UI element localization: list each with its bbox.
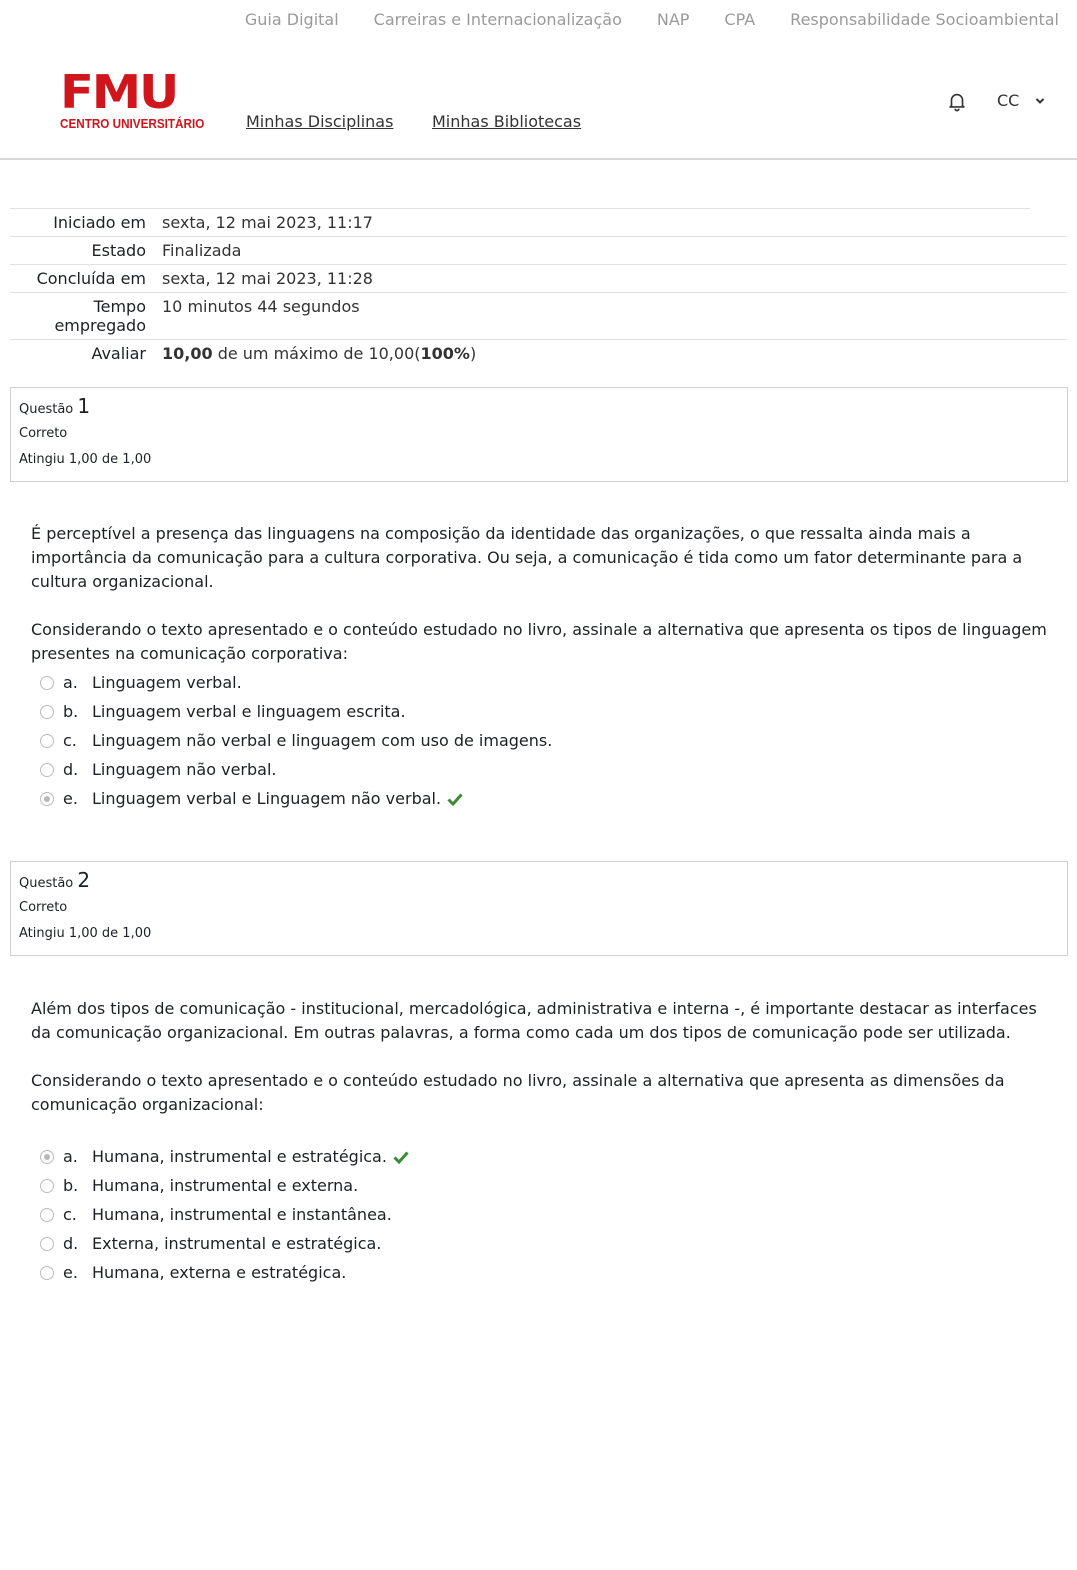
question-paragraph: Além dos tipos de comunicação - institucional, mercadológica, administrativa e interna -, é importante destacar as interfaces da comunicação organizacional. Em outras palavras, a forma como cada um dos tipos de comunicação pode ser utilizada. xyxy=(31,999,1037,1042)
radio-button-selected[interactable] xyxy=(40,1150,54,1164)
correct-check-icon xyxy=(393,1150,409,1164)
question-num: 2 xyxy=(77,868,91,892)
grade-rest: de um máximo de 10,00( xyxy=(212,344,421,363)
link-guia-digital[interactable]: Guia Digital xyxy=(244,10,339,29)
answer-letter: b. xyxy=(63,702,79,721)
answer-text: Linguagem verbal e linguagem escrita. xyxy=(92,702,406,721)
radio-button[interactable] xyxy=(40,705,54,719)
grade-value xyxy=(162,344,476,363)
summary-label: Tempo empregado xyxy=(54,297,146,335)
radio-button[interactable] xyxy=(40,1208,54,1222)
summary-label: Iniciado em xyxy=(53,213,146,232)
question-paragraph: É perceptível a presença das linguagens na composição da identidade das organizações, o que ressalta ainda mais a importância da comunicação para a cultura corporativa. Ou seja, a comunicação é tida como um fator determinante para a cultura organizacional. xyxy=(31,524,1023,591)
answer-text: Humana, instrumental e instantânea. xyxy=(92,1205,392,1224)
question-status: Correto xyxy=(19,900,68,915)
question-number xyxy=(19,868,1059,892)
answer-option[interactable] xyxy=(40,784,552,813)
question-text xyxy=(31,522,1051,690)
answer-letter: a. xyxy=(63,673,78,692)
answer-option[interactable] xyxy=(40,726,552,755)
fmu-logo[interactable] xyxy=(60,65,205,131)
summary-row-time xyxy=(10,292,1067,339)
radio-button[interactable] xyxy=(40,1237,54,1251)
question-label: Questão xyxy=(19,876,74,891)
answer-option[interactable] xyxy=(40,1229,409,1258)
answer-letter: c. xyxy=(63,731,77,750)
logo-sub-text: CENTRO UNIVERSITÁRIO xyxy=(60,116,205,131)
radio-button-selected[interactable] xyxy=(40,792,54,806)
summary-row-started xyxy=(10,208,1030,236)
question-score: Atingiu 1,00 de 1,00 xyxy=(19,926,152,941)
radio-button[interactable] xyxy=(40,734,54,748)
answer-text: Linguagem verbal e Linguagem não verbal. xyxy=(92,789,442,808)
radio-button[interactable] xyxy=(40,676,54,690)
answer-letter: d. xyxy=(63,1234,79,1253)
grade-percent: 100% xyxy=(420,344,470,363)
link-responsabilidade[interactable]: Responsabilidade Socioambiental xyxy=(790,10,1059,29)
question-text xyxy=(31,997,1051,1141)
answer-option[interactable] xyxy=(40,1142,409,1171)
question-number xyxy=(19,394,1059,418)
question-status: Correto xyxy=(19,426,68,441)
question-label: Questão xyxy=(19,402,74,417)
answer-option[interactable] xyxy=(40,755,552,784)
answer-letter: d. xyxy=(63,760,79,779)
summary-value: sexta, 12 mai 2023, 11:28 xyxy=(162,269,373,288)
grade: 10,00 xyxy=(162,344,213,363)
user-menu[interactable] xyxy=(997,91,1045,110)
summary-row-state xyxy=(10,236,1067,264)
answer-letter: e. xyxy=(63,789,78,808)
answer-text: Externa, instrumental e estratégica. xyxy=(92,1234,382,1253)
top-links xyxy=(245,10,1059,29)
correct-check-icon xyxy=(447,792,463,806)
bell-icon[interactable] xyxy=(946,90,968,112)
answer-text: Linguagem verbal. xyxy=(92,673,242,692)
summary-row-completed xyxy=(10,264,1067,292)
question-info xyxy=(10,387,1068,482)
answer-letter: b. xyxy=(63,1176,79,1195)
question-num: 1 xyxy=(77,394,91,418)
link-carreiras[interactable]: Carreiras e Internacionalização xyxy=(373,10,622,29)
answer-option[interactable] xyxy=(40,1200,409,1229)
radio-button[interactable] xyxy=(40,1266,54,1280)
question-paragraph: Considerando o texto apresentado e o conteúdo estudado no livro, assinale a alternativa que apresenta as dimensões da comunicação organizacional: xyxy=(31,1071,1005,1114)
radio-button[interactable] xyxy=(40,763,54,777)
answer-option[interactable] xyxy=(40,1258,409,1287)
question-score: Atingiu 1,00 de 1,00 xyxy=(19,452,152,467)
attempt-summary xyxy=(10,208,1067,367)
answer-letter: a. xyxy=(63,1147,78,1166)
nav-minhas-bibliotecas[interactable]: Minhas Bibliotecas xyxy=(432,112,582,131)
link-nap[interactable]: NAP xyxy=(656,10,690,29)
answer-letter: e. xyxy=(63,1263,78,1282)
answer-option[interactable] xyxy=(40,697,552,726)
question-paragraph: Considerando o texto apresentado e o conteúdo estudado no livro, assinale a alternativa que apresenta os tipos de linguagem presentes na comunicação corporativa: xyxy=(31,620,1047,663)
answer-option[interactable] xyxy=(40,1171,409,1200)
answer-text: Humana, instrumental e estratégica. xyxy=(92,1147,387,1166)
grade-close: ) xyxy=(469,344,477,363)
nav-minhas-disciplinas[interactable]: Minhas Disciplinas xyxy=(246,112,394,131)
answer-list xyxy=(40,1142,409,1287)
answer-option[interactable] xyxy=(40,668,552,697)
chevron-down-icon xyxy=(1035,97,1045,105)
answer-list xyxy=(40,668,552,813)
question-info xyxy=(10,861,1068,956)
summary-value: Finalizada xyxy=(162,241,242,260)
summary-label: Estado xyxy=(91,241,146,260)
link-cpa[interactable]: CPA xyxy=(724,10,756,29)
answer-text: Humana, externa e estratégica. xyxy=(92,1263,347,1282)
summary-row-grade xyxy=(10,339,1067,367)
summary-label: Avaliar xyxy=(91,344,146,363)
answer-text: Humana, instrumental e externa. xyxy=(92,1176,359,1195)
answer-letter: c. xyxy=(63,1205,77,1224)
answer-text: Linguagem não verbal. xyxy=(92,760,277,779)
answer-text: Linguagem não verbal e linguagem com uso de imagens. xyxy=(92,731,553,750)
summary-label: Concluída em xyxy=(36,269,146,288)
logo-main-text: FMU xyxy=(60,65,178,119)
radio-button[interactable] xyxy=(40,1179,54,1193)
summary-value: 10 minutos 44 segundos xyxy=(162,297,360,316)
summary-value: sexta, 12 mai 2023, 11:17 xyxy=(162,213,373,232)
header xyxy=(0,46,1077,160)
user-initials: CC xyxy=(997,91,1020,110)
